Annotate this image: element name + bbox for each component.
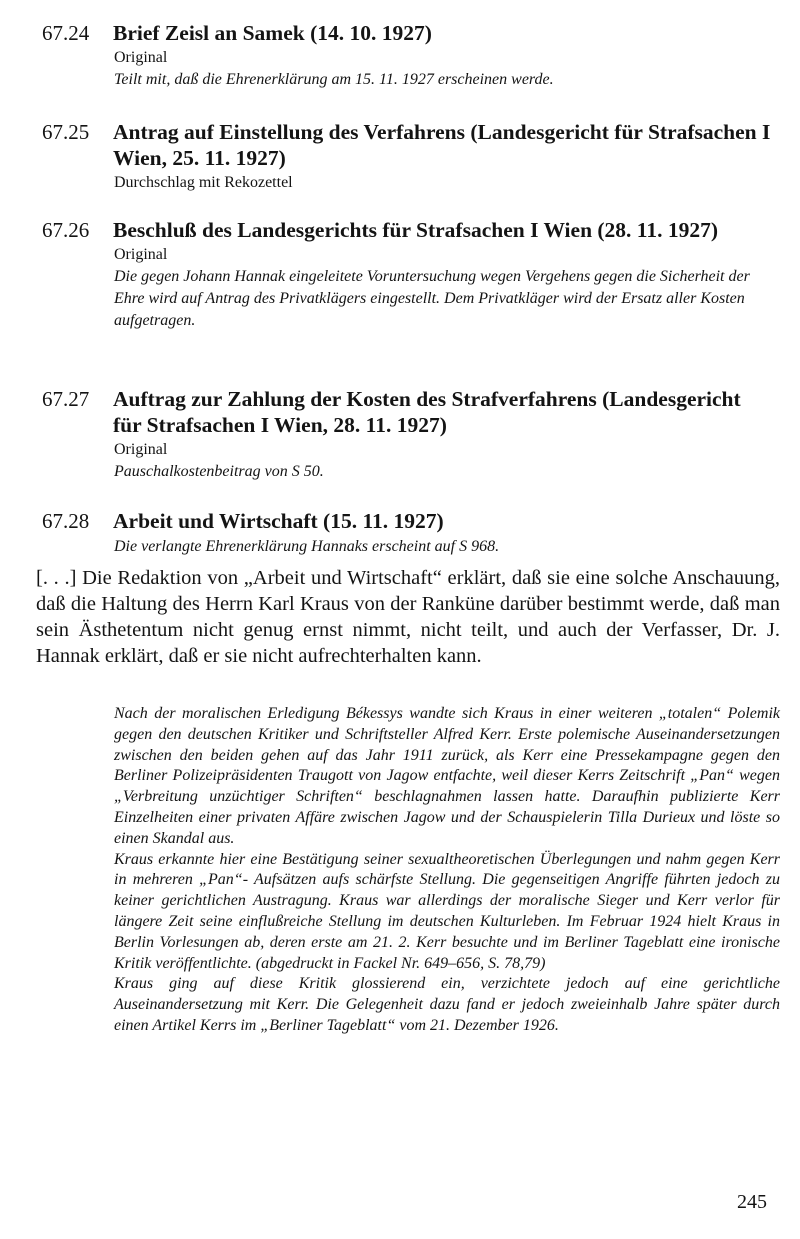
entry-kind: Original — [114, 246, 168, 263]
page-number: 245 — [737, 1191, 767, 1213]
entry-kind: Original — [114, 441, 168, 458]
entry-67-28 — [0, 508, 800, 558]
entry-title: Auftrag zur Zahlung der Kosten des Strafverfahrens (Landesgericht für Strafsachen I Wien, 28. 11. 1927) — [113, 387, 741, 437]
entry-number: 67.24 — [42, 21, 90, 45]
commentary-paragraph: Nach der moralischen Erledigung Békessys wandte sich Kraus in einer weiteren „totalen“ Polemik gegen den deutschen Kritiker und Schriftsteller Alfred Kerr. Erste polemische Auseinandersetzungen zwischen den beiden gehen auf das Jahr 1911 zurück, als Kerr eine Pressekampagne gegen den Berliner Polizeipräsidenten Traugott von Jagow entfachte, weil dieser Kerrs Zeitschrift „Pan“ wegen „Verbreitung unzüchtiger Schriften“ beschlagnahmen lassen hatte. Daraufhin publizierte Kerr Einzelheiten einer privaten Affäre zwischen Jagow und der Schauspielerin Tilla Durieux und löste so einen Skandal aus. — [114, 705, 780, 847]
entry-title: Brief Zeisl an Samek (14. 10. 1927) — [113, 21, 432, 45]
entry-kind: Durchschlag mit Rekozettel — [114, 174, 293, 191]
commentary — [114, 704, 780, 1037]
entry-67-24 — [0, 20, 800, 91]
entry-title: Antrag auf Einstellung des Verfahrens (Landesgericht für Strafsachen I Wien, 25. 11. 1927) — [113, 120, 771, 170]
entry-number: 67.25 — [42, 120, 90, 144]
entry-note: Pauschalkostenbeitrag von S 50. — [114, 463, 324, 480]
commentary-paragraph: Kraus erkannte hier eine Bestätigung seiner sexualtheoretischen Überlegungen und nahm gegen Kerr in mehreren „Pan“- Aufsätzen aufs schärfste Stellung. Die gegenseitigen Angriffe führten jedoch zu keiner gerichtlichen Austragung. Kraus war allerdings der moralische Sieger und Kerr verlor für längere Zeit seine einflußreiche Stellung im deutschen Kulturleben. Im Februar 1924 hielt Kraus in Berlin Vorlesungen ab, deren erste am 21. 2. Kerr besuchte und im Berliner Tageblatt eine ironische Kritik veröffentlichte. (abgedruckt in Fackel Nr. 649–656, S. 78,79) — [114, 850, 780, 972]
entry-67-26 — [0, 217, 800, 332]
entry-note: Die verlangte Ehrenerklärung Hannaks erscheint auf S 968. — [114, 538, 500, 555]
entry-title: Arbeit und Wirtschaft (15. 11. 1927) — [113, 509, 444, 533]
entry-kind: Original — [114, 49, 168, 66]
entry-number: 67.26 — [42, 218, 90, 242]
quoted-text: [. . .] Die Redaktion von „Arbeit und Wirtschaft“ erklärt, daß sie eine solche Anschauung, daß die Haltung des Herrn Karl Kraus von der Ranküne darüber bestimmt werde, daß man sein Ästhetentum nicht genug ernst nimmt, nicht teilt, und auch der Verfasser, Dr. J. Hannak erklärt, daß er sie nicht aufrechterhalten kann. — [36, 567, 780, 667]
entry-67-25 — [0, 119, 800, 193]
entry-note: Teilt mit, daß die Ehrenerklärung am 15. 11. 1927 erscheinen werde. — [114, 71, 554, 88]
commentary-paragraph: Kraus ging auf diese Kritik glossierend ein, verzichtete jedoch auf eine gerichtliche Auseinandersetzung mit Kerr. Die Gelegenheit dazu fand er jedoch zweieinhalb Jahre später durch einen Artikel Kerrs im „Berliner Tageblatt“ vom 21. Dezember 1926. — [114, 975, 780, 1034]
entry-note: Die gegen Johann Hannak eingeleitete Voruntersuchung wegen Vergehens gegen die Sicherheit der Ehre wird auf Antrag des Privatklägers eingestellt. Dem Privatkläger wird der Ersatz aller Kosten aufgetragen. — [114, 268, 750, 329]
entry-title: Beschluß des Landesgerichts für Strafsachen I Wien (28. 11. 1927) — [113, 218, 719, 242]
entry-67-27 — [0, 386, 800, 483]
entry-number: 67.27 — [42, 387, 90, 411]
entry-number: 67.28 — [42, 509, 90, 533]
